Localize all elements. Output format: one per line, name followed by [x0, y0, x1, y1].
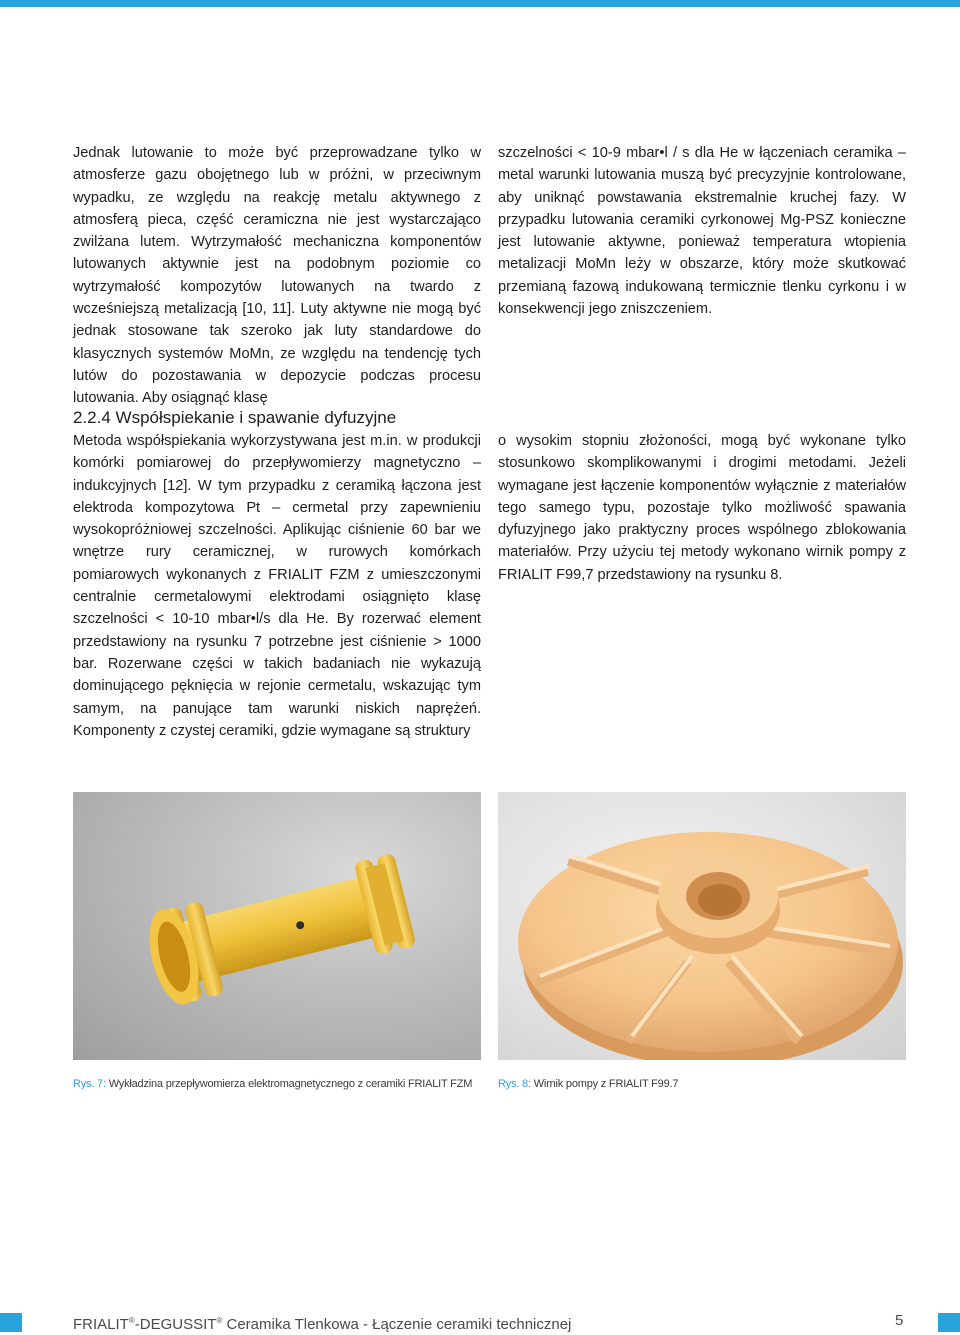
caption-text: Wykładzina przepływomierza elektromagnetycznego z ceramiki FRIALIT FZM — [105, 1078, 473, 1090]
text-column-4 — [498, 430, 906, 586]
footer-title — [73, 1311, 571, 1335]
footer-brand-1: FRIALIT — [73, 1316, 129, 1333]
footer-accent-square-right — [938, 1313, 960, 1332]
caption-text: Wirnik pompy z FRIALIT F99.7 — [530, 1078, 679, 1090]
registered-mark: ® — [128, 1316, 135, 1325]
figure-pump-impeller-photo — [498, 792, 906, 1060]
caption-label: Rys. 8: — [498, 1078, 531, 1090]
text-column-2 — [498, 142, 906, 320]
footer-accent-square-left — [0, 1313, 22, 1332]
registered-mark: ® — [216, 1316, 223, 1325]
figure-8-caption — [498, 1077, 678, 1091]
section-heading: 2.2.4 Współspiekanie i spawanie dyfuzyjne — [73, 408, 397, 427]
top-accent-bar — [0, 0, 960, 7]
caption-label: Rys. 7: — [73, 1078, 106, 1090]
footer-title-text: Ceramika Tlenkowa - Łączenie ceramiki technicznej — [222, 1316, 572, 1333]
paragraph: o wysokim stopniu złożoności, mogą być wykonane tylko stosunkowo skomplikowanymi i drogimi metodami. Jeżeli wymagane jest łączenie komponentów wyłącznie z materiałów tego samego typu, pozostaje tylko możliwość spawania dyfuzyjnego jako praktyczny proces wspólnego zblokowania materiałów. Przy użyciu tej metody wykonano wirnik pompy z FRIALIT F99,7 przedstawiony na rysunku 8. — [498, 433, 906, 583]
figure-7-caption — [73, 1077, 472, 1091]
figure-flowmeter-liner-photo — [73, 792, 481, 1060]
text-column-1 — [73, 142, 481, 410]
paragraph: Jednak lutowanie to może być przeprowadzane tylko w atmosferze gazu obojętnego lub w próżni, w przeciwnym wypadku, ze względu na reakcję metalu aktywnego z atmosferą pieca, część ceramiczna nie jest wystarczająco zwilżana lutem. Wytrzymałość mechaniczna komponentów lutowanych aktywnie jest na podobnym poziomie co wytrzymałość kompozytów lutowanych na twardo z wcześniejszą metalizacją [10, 11]. Luty aktywne nie mogą być jednak stosowane tak szeroko jak luty standardowe do klasycznych systemów MoMn, ze względu na tendencję tych lutów do pozostawania w depozycie podczas procesu lutowania. Aby osiągnąć klasę — [73, 145, 481, 407]
paragraph: Metoda współspiekania wykorzystywana jest m.in. w produkcji komórki pomiarowej do przepływomierzy magnetyczno – indukcyjnych [12]. W tym przypadku z ceramiką łączona jest elektroda kompozytowa Pt – cermetal przy zapewnieniu wysokopróżniowej szczelności. Aplikując ciśnienie 60 bar we wnętrze rury ceramicznej, w rurowych komórkach pomiarowych wykonanych z FRIALIT FZM z umieszczonymi centralnie cermetalowymi elektrodami osiągnięto klasę szczelności < 10-10 mbar•l/s dla He. By rozerwać element przedstawiony na rysunku 7 potrzebne jest ciśnienie > 1000 bar. Rozerwane części w takich badaniach nie wykazują dominującego pęknięcia w rejonie cermetalu, wskazując tym samym, na panujące tam warunki niskich naprężeń. Komponenty z czystej ceramiki, gdzie wymagane są struktury — [73, 433, 481, 739]
paragraph: szczelności < 10-9 mbar•l / s dla He w łączeniach ceramika – metal warunki lutowania muszą być precyzyjnie kontrolowane, aby uniknąć powstawania ekstremalnie kruchej fazy. W przypadku lutowania ceramiki cyrkonowej Mg-PSZ konieczne jest lutowanie aktywne, ponieważ temperatura wtopienia metalizacji MoMn leży w obszarze, który może skutkować przemianą fazową indukowaną termicznie tlenku cyrkonu i w konsekwencji jego zniszczeniem. — [498, 145, 906, 318]
text-column-3 — [73, 430, 481, 742]
page-number: 5 — [895, 1312, 904, 1329]
footer-brand-2: -DEGUSSIT — [134, 1316, 217, 1333]
